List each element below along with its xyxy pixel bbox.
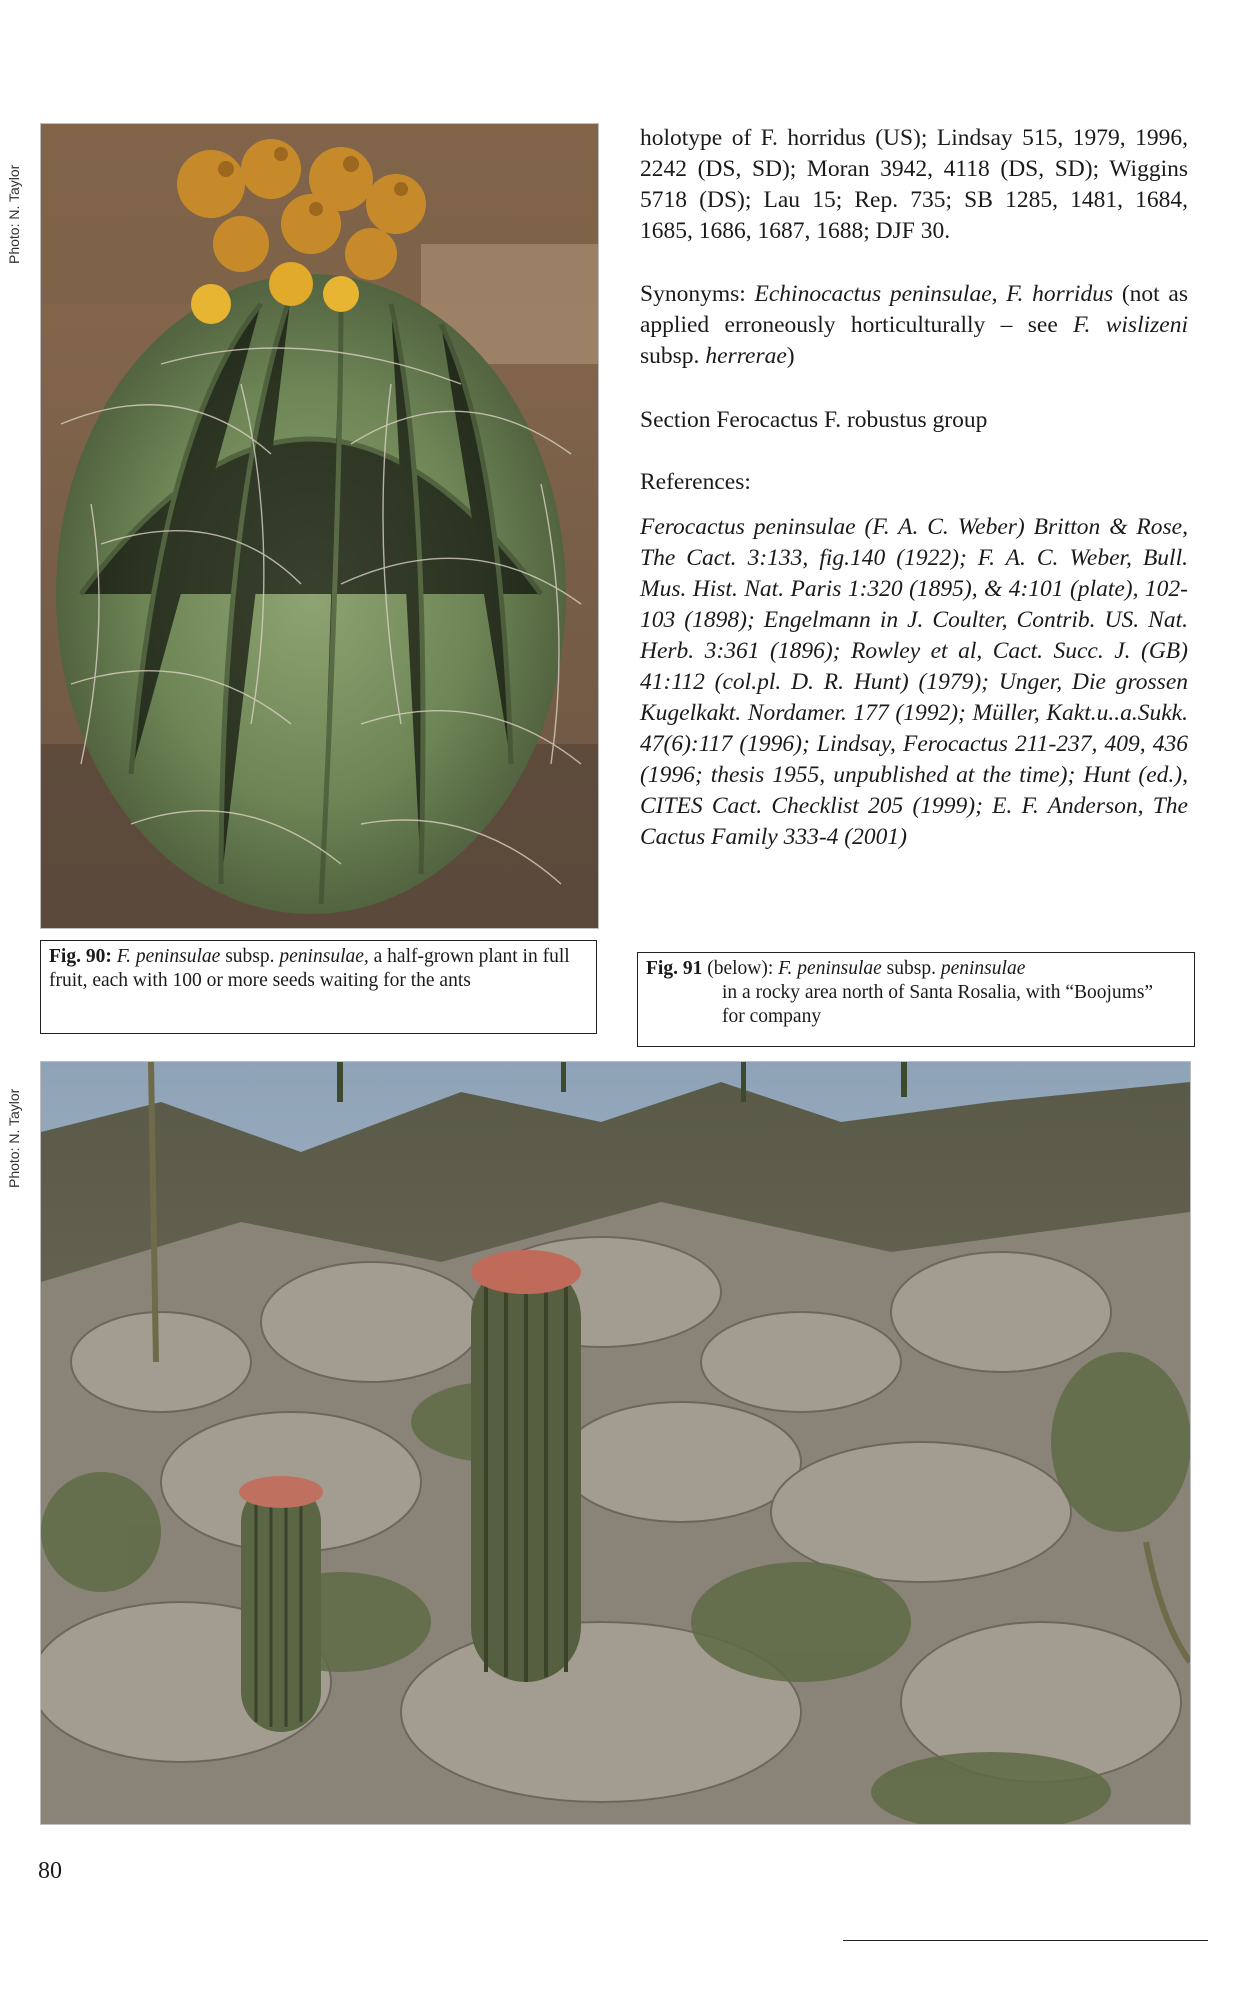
synonyms-note: (not as applied erroneously horticulturally – see: [640, 281, 1188, 338]
fig91-species: F. peninsulae: [778, 958, 882, 979]
fig90-photo: [40, 123, 599, 929]
fig91-subsp: peninsulae: [940, 958, 1026, 979]
fig91-caption: [637, 952, 1195, 1047]
synonym-names: Echinocactus peninsulae, F. horridus: [754, 281, 1114, 307]
fig91-subsp-word: subsp.: [886, 958, 936, 979]
fig91-text: in a rocky area north of Santa Rosalia, with “Boojums” for company: [722, 982, 1154, 1027]
page-number: 80: [38, 1858, 62, 1884]
references-list: Ferocactus peninsulae (F. A. C. Weber) Britton & Rose, The Cact. 3:133, fig.140 (1922); F. A. C. Weber, Bull. Mus. Hist. Nat. Paris 1:320 (1895), & 4:101 (plate), 102-103 (1898); Engelmann in J. Coulter, Contrib. US. Nat. Herb. 3:361 (1896); Rowley et al, Cact. Succ. J. (GB) 41:112 (col.pl. D. R. Hunt) (1979); Unger, Die grossen Kugelkakt. Nordamer. 177 (1992); Müller, Kakt.u..a.Sukk. 47(6):117 (1996); Lindsay, Ferocactus 211-237, 409, 436 (1996; thesis 1955, unpublished at the time); Hunt (ed.), CITES Cact. Checklist 205 (1999); E. F. Anderson, The Cactus Family 333-4 (2001): [640, 514, 1188, 850]
fig90-label: Fig. 90:: [49, 946, 112, 967]
references-heading: References:: [640, 469, 751, 495]
photo-credit-top: Photo: N. Taylor: [6, 164, 22, 264]
footer-rule: [843, 1940, 1208, 1941]
fig91-caption-line1: [646, 957, 1194, 981]
photo-credit-bottom: Photo: N. Taylor: [6, 1088, 22, 1188]
fig90-subsp-word: subsp.: [225, 946, 275, 967]
synonyms-label: Synonyms:: [640, 281, 746, 307]
fig90-caption: [40, 940, 597, 1034]
fig91-position: (below):: [707, 958, 774, 979]
fig90-subsp: peninsulae,: [279, 946, 369, 967]
fig90-text: a half-grown plant in full fruit, each with 100 or more seeds waiting for the ants: [49, 946, 570, 991]
section-line: Section Ferocactus F. robustus group: [640, 407, 988, 433]
synonyms-paragraph: [640, 279, 1188, 372]
synonyms-see-subsp: herrerae: [705, 343, 787, 369]
holotype-paragraph: holotype of F. horridus (US); Lindsay 515, 1979, 1996, 2242 (DS, SD); Moran 3942, 4118 (DS, SD); Wiggins 5718 (DS); Lau 15; Rep. 735; SB 1285, 1481, 1684, 1685, 1686, 1687, 1688; DJF 30.: [640, 125, 1188, 244]
synonyms-close: ): [786, 343, 795, 369]
fig90-species: F. peninsulae: [116, 946, 221, 967]
fig91-label: Fig. 91: [646, 958, 703, 979]
fig91-photo: [40, 1061, 1191, 1825]
synonyms-see-name: F. wislizeni: [1073, 312, 1188, 338]
synonyms-subsp-word: subsp.: [640, 343, 700, 369]
